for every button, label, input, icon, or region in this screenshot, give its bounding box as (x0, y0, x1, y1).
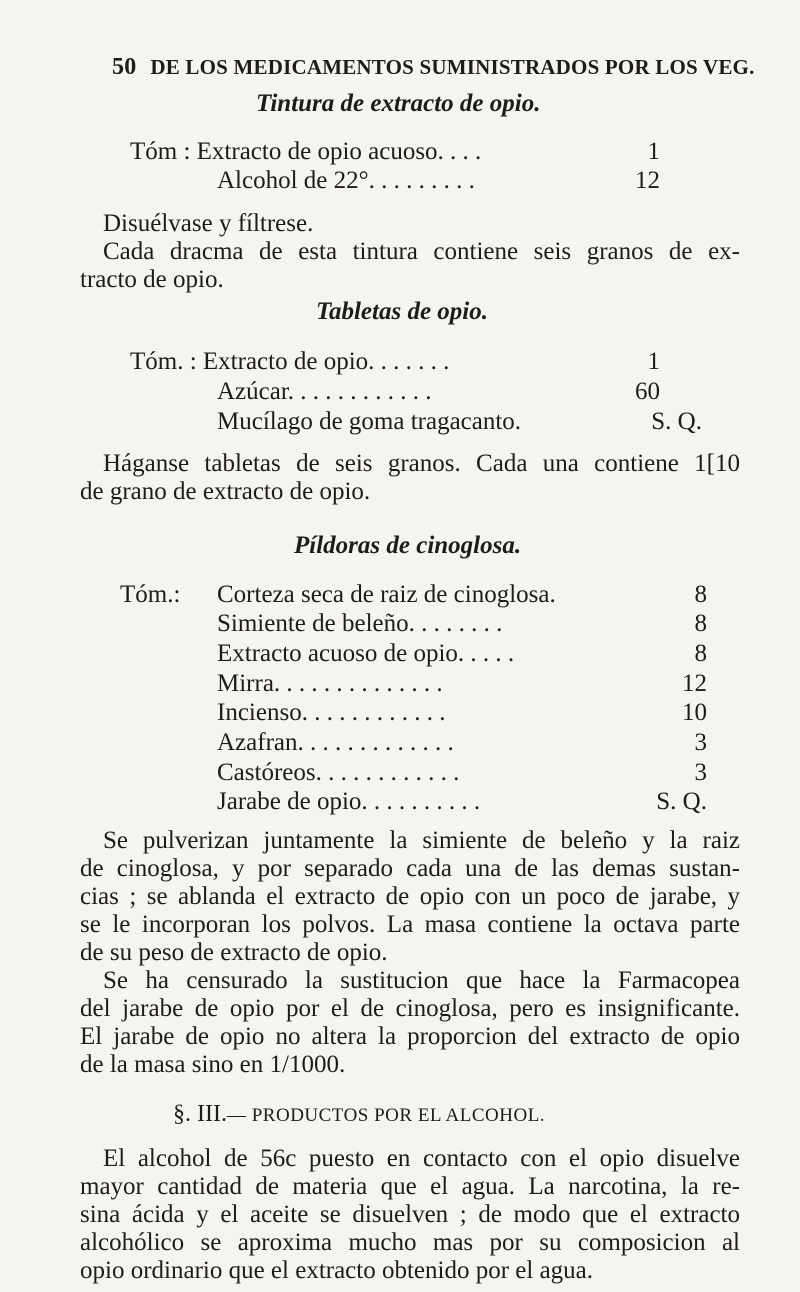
body-line: El jarabe de opio no altera la proporcion del extracto de opio (80, 1023, 740, 1050)
ingredient-quantity: 1 (647, 348, 660, 375)
ingredient-quantity: 8 (694, 610, 707, 637)
page-number: 50 (112, 54, 137, 80)
body-line: de cinoglosa, y por separado cada una de las demas sustan- (80, 855, 740, 882)
ingredient-label: Castóreos. . . . . . . . . . . . (217, 759, 460, 786)
ingredient-quantity: S. Q. (656, 788, 707, 815)
recipe-row (217, 609, 707, 639)
section-title-tintura: Tintura de extracto de opio. (256, 90, 541, 117)
ingredient-quantity: 1 (647, 138, 660, 165)
section-title-pildoras: Píldoras de cinoglosa. (294, 532, 522, 559)
recipe-row (217, 377, 660, 407)
body-line: tracto de opio. (80, 266, 224, 293)
section-title-tabletas: Tabletas de opio. (316, 298, 488, 325)
ingredient-label: Corteza seca de raiz de cinoglosa. (217, 581, 556, 608)
ingredient-label: Mucílago de goma tragacanto. (217, 408, 522, 435)
section-heading-productos (173, 1099, 545, 1131)
body-line: El alcohol de 56c puesto en contacto con el opio disuelve (103, 1145, 740, 1172)
body-line: mayor cantidad de materia que el agua. La narcotina, la re- (80, 1173, 740, 1200)
ingredient-label: Mirra. . . . . . . . . . . . . . (217, 670, 443, 697)
body-line: de la masa sino en 1/1000. (80, 1051, 346, 1078)
ingredient-label: Incienso. . . . . . . . . . . . (217, 699, 446, 726)
recipe-row (217, 758, 707, 788)
ingredient-quantity: S. Q. (651, 408, 702, 435)
ingredient-quantity: 60 (635, 378, 660, 405)
body-line: alcohólico se aproxima mucho mas por su composicion al (80, 1229, 740, 1256)
recipe-row (217, 787, 707, 817)
ingredient-label: Tóm. : Extracto de opio. . . . . . . (130, 348, 450, 375)
body-line: Háganse tabletas de seis granos. Cada una contiene 1[10 (103, 450, 740, 477)
ingredient-quantity: 10 (682, 699, 707, 726)
ingredient-quantity: 12 (682, 670, 707, 697)
body-line: cias ; se ablanda el extracto de opio con un poco de jarabe, y (80, 883, 740, 910)
body-line: Se ha censurado la sustitucion que hace la Farmacopea (103, 967, 740, 994)
recipe-row (217, 669, 707, 699)
recipe-row (217, 728, 707, 758)
tom-label: Tóm.: (120, 581, 181, 608)
recipe-row (130, 347, 660, 377)
ingredient-label: Azafran. . . . . . . . . . . . . (217, 729, 454, 756)
ingredient-label: Tóm : Extracto de opio acuoso. . . . (130, 138, 482, 165)
ingredient-quantity: 12 (635, 167, 660, 194)
recipe-row (217, 407, 702, 437)
recipe-row (217, 580, 707, 610)
ingredient-label: Alcohol de 22°. . . . . . . . . (217, 167, 475, 194)
body-line: del jarabe de opio por el de cinoglosa, pero es insignificante. (80, 995, 740, 1022)
ingredient-label: Azúcar. . . . . . . . . . . . (217, 378, 432, 405)
recipe-row (217, 639, 707, 669)
body-line: opio ordinario que el extracto obtenido por el agua. (80, 1257, 594, 1284)
ingredient-quantity: 8 (694, 640, 707, 667)
ingredient-quantity: 3 (694, 729, 707, 756)
body-line: de grano de extracto de opio. (80, 478, 371, 505)
ingredient-label: Jarabe de opio. . . . . . . . . . (217, 788, 481, 815)
body-line: se le incorporan los polvos. La masa contiene la octava parte (80, 911, 740, 938)
recipe-row (130, 137, 660, 167)
body-line: Cada dracma de esta tintura contiene seis granos de ex- (103, 238, 740, 265)
running-header (112, 52, 755, 82)
ingredient-quantity: 8 (694, 581, 707, 608)
section-heading-text: — PRODUCTOS POR EL ALCOHOL. (226, 1105, 546, 1126)
section-mark: §. III. (173, 1101, 227, 1127)
ingredient-label: Extracto acuoso de opio. . . . . (217, 640, 515, 667)
recipe-row (217, 698, 707, 728)
body-line: sina ácida y el aceite se disuelven ; de modo que el extracto (80, 1201, 740, 1228)
body-line: de su peso de extracto de opio. (80, 939, 388, 966)
body-line: Se pulverizan juntamente la simiente de beleño y la raiz (103, 827, 740, 854)
recipe-row (217, 166, 660, 196)
ingredient-label: Simiente de beleño. . . . . . . . (217, 610, 503, 637)
ingredient-quantity: 3 (694, 759, 707, 786)
body-line: Disuélvase y fíltrese. (103, 210, 314, 237)
running-title: DE LOS MEDICAMENTOS SUMINISTRADOS POR LOS VEG. (150, 55, 755, 79)
